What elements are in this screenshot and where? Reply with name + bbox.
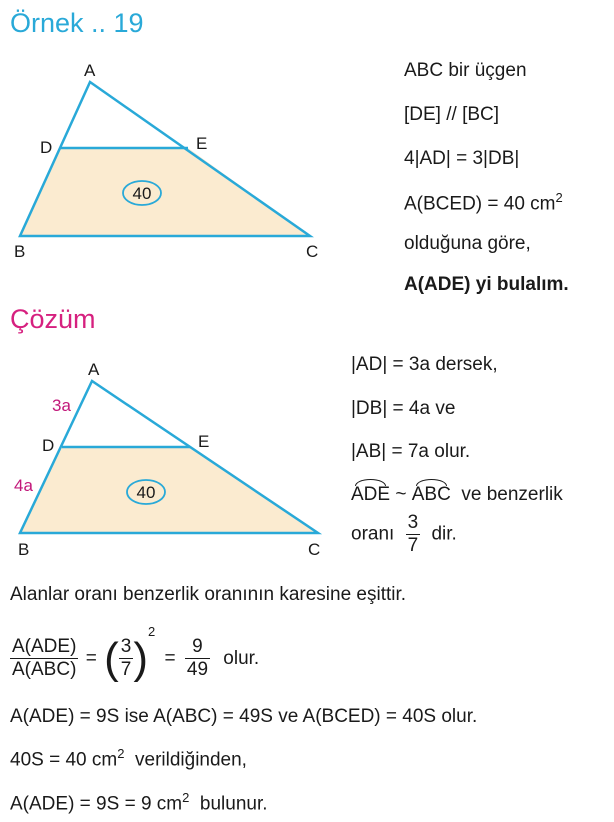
given-6: A(ADE) yi bulalım. — [404, 274, 569, 295]
given-4: A(BCED) = 40 $cm^2$ — [404, 190, 563, 215]
area-ratio-equation: $\frac{\text{A(ADE)}}{\text{A(ABC)}}$ = ( $\frac{3}{7}$ )$^2$ = $\frac{9}{49}$ olur. — [12, 624, 260, 683]
given-1: ABC bir üçgen — [404, 60, 527, 81]
similar-tail: ve benzerlik — [461, 484, 563, 505]
example-triangle-figure — [0, 60, 340, 270]
arc-abc: ABC — [411, 484, 451, 505]
vertex-a: A — [88, 360, 100, 379]
given-3: 4|AD| = 3|DB| — [404, 148, 520, 169]
segment-db-label: 4a — [14, 476, 33, 495]
vertex-d: D — [40, 138, 53, 157]
result-line-2: 40S = 40 $cm^2$ verildiğinden, — [10, 746, 247, 771]
similar-symbol: ~ — [395, 484, 407, 505]
arc-ade: ADE — [351, 484, 391, 505]
vertex-a: A — [84, 61, 96, 80]
vertex-e: E — [196, 134, 208, 153]
result-line-3: A(ADE) = 9S = 9 $cm^2$ bulunur. — [10, 790, 268, 815]
given-2: [DE] // [BC] — [404, 104, 500, 125]
vertex-e: E — [198, 432, 210, 451]
solution-line-3: |AB| = 7a olur. — [351, 441, 471, 462]
vertex-b: B — [14, 242, 26, 261]
result-line-1: A(ADE) = 9S ise A(ABC) = 49S ve A(BCED) = 40S olur. — [10, 706, 478, 727]
vertex-c: C — [308, 540, 321, 559]
vertex-d: D — [42, 436, 55, 455]
segment-ad-label: 3a — [52, 396, 71, 415]
trapezoid-bced — [20, 148, 310, 236]
vertex-b: B — [18, 540, 30, 559]
solution-triangle-figure — [0, 355, 340, 565]
ratio-line: oranı $\frac{3}{7}$ dir. — [351, 512, 457, 556]
ratio-fraction: $\frac{3}{7}$ — [407, 512, 419, 556]
area-fraction: $\frac{\text{A(ADE)}}{\text{A(ABC)}}$ — [12, 636, 77, 681]
result-fraction: $\frac{9}{49}$ — [186, 636, 209, 681]
solution-line-1: |AD| = 3a dersek, — [351, 354, 498, 375]
ratio-fraction-2: $\frac{3}{7}$ — [120, 636, 132, 681]
given-5: olduğuna göre, — [404, 233, 531, 254]
area-label: 40 — [136, 483, 156, 502]
vertex-c: C — [306, 242, 319, 261]
trapezoid-bced — [20, 447, 318, 533]
example-title: Örnek .. 19 — [10, 8, 144, 38]
similarity-line — [351, 484, 563, 506]
solution-line-2: |DB| = 4a ve — [351, 398, 456, 419]
area-label: 40 — [132, 184, 152, 203]
areas-statement: Alanlar oranı benzerlik oranının karesine eşittir. — [10, 584, 407, 605]
solution-title: Çözüm — [10, 304, 96, 334]
